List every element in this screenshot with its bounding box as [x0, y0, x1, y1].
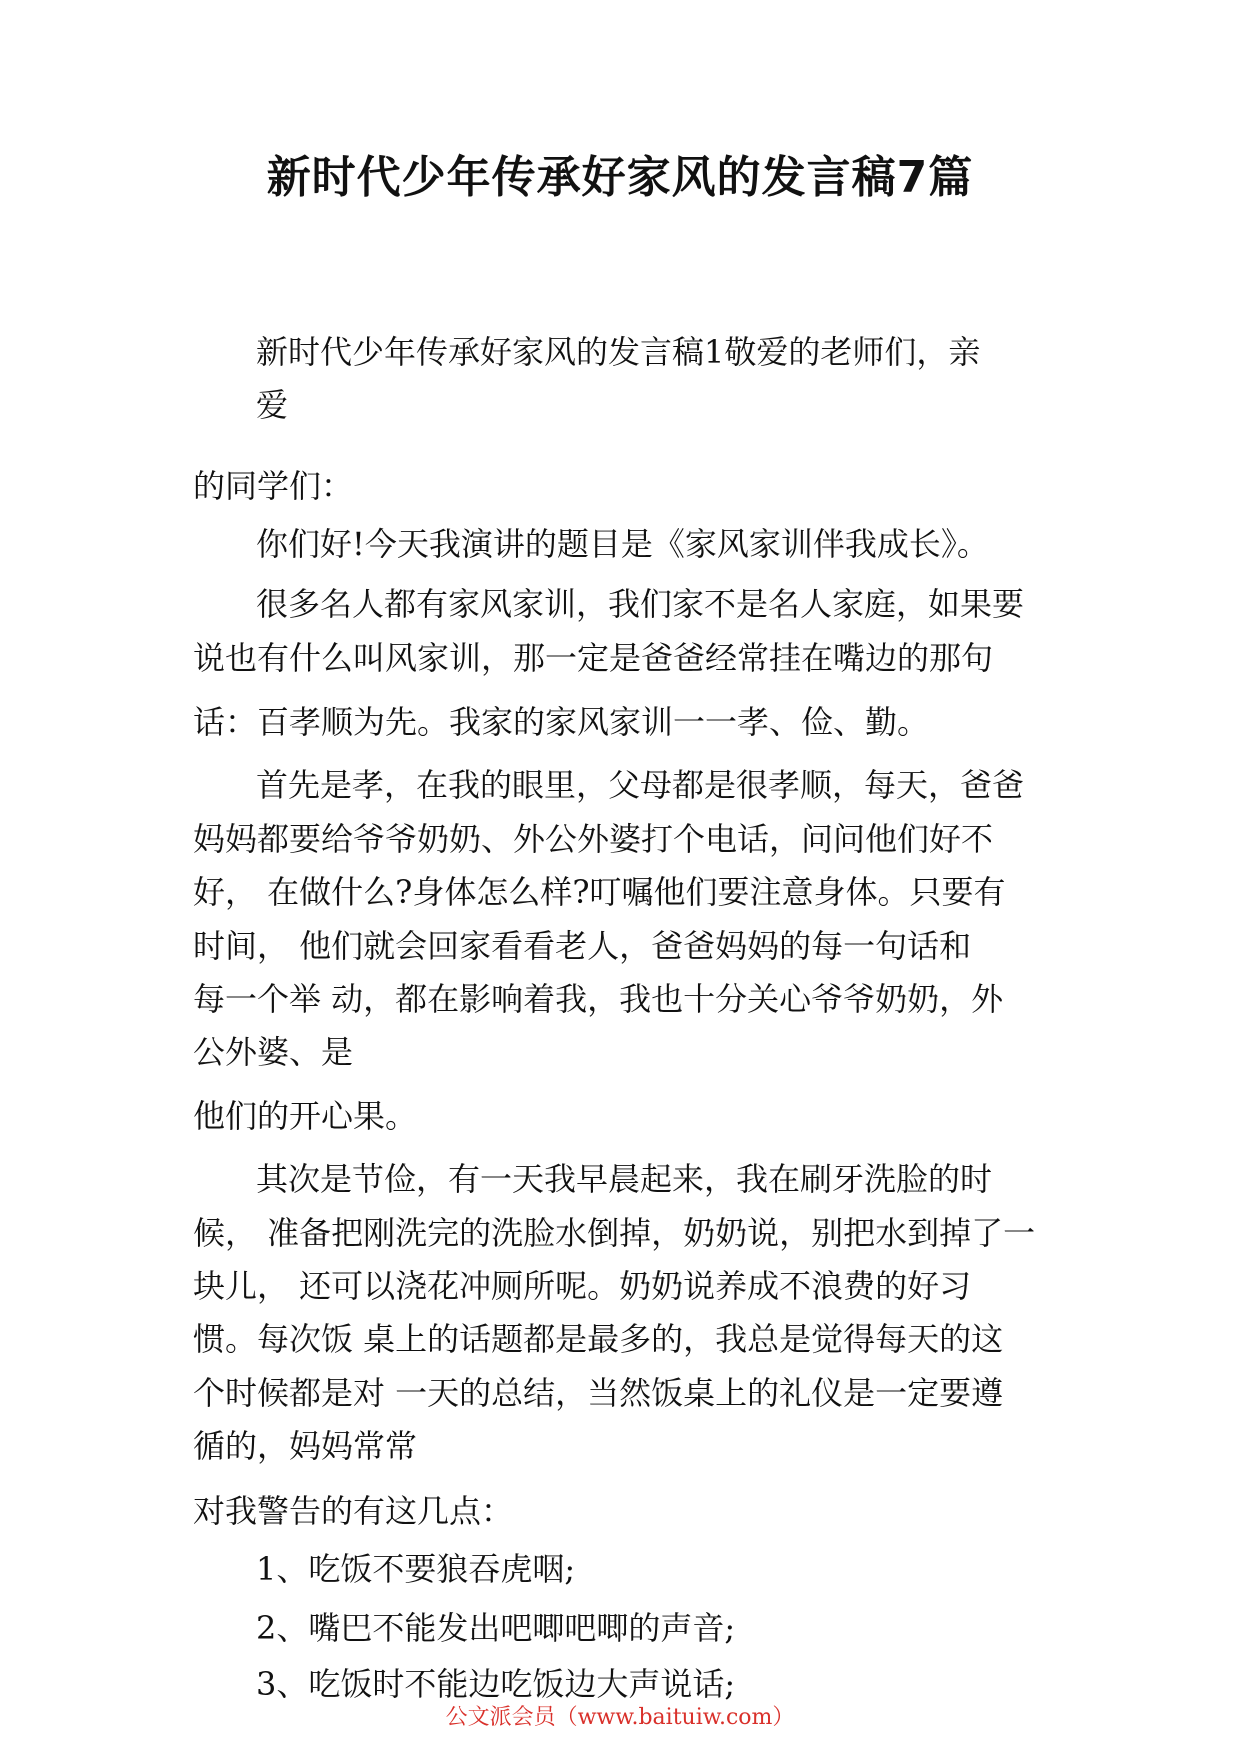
list-item: 2、嘴巴不能发出吧唧吧唧的声音;: [256, 1609, 736, 1647]
body-line: 好， 在做什么?身体怎么样?叮嘱他们要注意身体。只要有: [193, 873, 1006, 911]
body-line: 公外婆、是: [193, 1033, 354, 1071]
body-line: 候， 准备把刚洗完的洗脸水倒掉，奶奶说，别把水到掉了一: [193, 1214, 1036, 1252]
body-line: 他们的开心果。: [193, 1097, 418, 1135]
body-line: 爱: [256, 386, 289, 424]
document-title: 新时代少年传承好家风的发言稿7篇: [266, 152, 974, 203]
body-line: 每一个举 动，都在影响着我，我也十分关心爷爷奶奶，外: [193, 980, 1004, 1018]
body-line: 其次是节俭，有一天我早晨起来，我在刷牙洗脸的时: [256, 1160, 993, 1198]
body-line: 的同学们：: [193, 467, 354, 505]
body-line: 循的，妈妈常常: [193, 1427, 418, 1465]
body-line: 时间， 他们就会回家看看老人，爸爸妈妈的每一句话和: [193, 927, 972, 965]
list-item: 1、吃饭不要狼吞虎咽;: [256, 1550, 576, 1588]
body-line: 说也有什么叫风家训，那一定是爸爸经常挂在嘴边的那句: [193, 639, 994, 677]
body-line: 惯。每次饭 桌上的话题都是最多的，我总是觉得每天的这: [193, 1320, 1004, 1358]
body-line: 个时候都是对 一天的总结，当然饭桌上的礼仪是一定要遵: [193, 1374, 1004, 1412]
body-line: 话：百孝顺为先。我家的家风家训一一孝、俭、勤。: [193, 703, 930, 741]
body-line: 很多名人都有家风家训，我们家不是名人家庭，如果要: [256, 585, 1025, 623]
body-line: 新时代少年传承好家风的发言稿1敬爱的老师们，亲: [256, 333, 981, 371]
footer-watermark: 公文派会员（www.baituiw.com）: [445, 1705, 795, 1730]
body-line: 妈妈都要给爷爷奶奶、外公外婆打个电话，问问他们好不: [193, 820, 994, 858]
body-line: 块儿， 还可以浇花冲厕所呢。奶奶说养成不浪费的好习: [193, 1267, 972, 1305]
body-line: 首先是孝，在我的眼里，父母都是很孝顺，每天，爸爸: [256, 766, 1025, 804]
body-line: 你们好!今天我演讲的题目是《家风家训伴我成长》。: [256, 525, 989, 563]
body-line: 对我警告的有这几点：: [193, 1492, 514, 1530]
list-item: 3、吃饭时不能边吃饭边大声说话;: [256, 1665, 736, 1703]
